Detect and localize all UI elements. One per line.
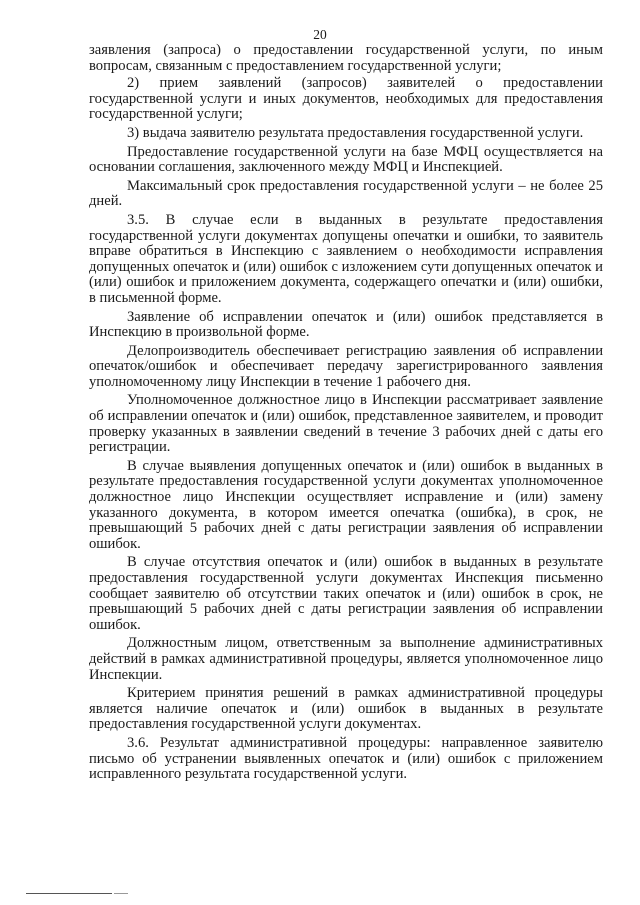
scan-artifact-line [26, 893, 112, 894]
scan-artifact-line-short [114, 893, 128, 894]
paragraph-item-2-reception: 2) прием заявлений (запросов) заявителей о предоставлении государственной услуги и иных документов, необходимых для предоставления государственной услуги; [89, 75, 603, 123]
paragraph-review: Уполномоченное должностное лицо в Инспекции рассматривает заявление об исправлении опечаток и (или) ошибок, представленное заявителем, и проводит проверку указанных в заявлении сведений в течение 3 рабочих дней с даты его регистрации. [89, 392, 603, 456]
paragraph-free-form: Заявление об исправлении опечаток и (или) ошибок представляется в Инспекцию в произвольной форме. [89, 308, 603, 341]
paragraph-request-continuation: заявления (запроса) о предоставлении государственной услуги, по иным вопросам, связанным с предоставлением государственной услуги; [89, 42, 603, 74]
paragraph-registrar: Делопроизводитель обеспечивает регистрацию заявления об исправлении опечаток/ошибок и обеспечивает передачу зарегистрированного заявления уполномоченному лицу Инспекции в течение 1 рабочего дня. [89, 342, 603, 390]
paragraph-3-6-result: 3.6. Результат административной процедуры: направленное заявителю письмо об устранении выявленных опечаток и (или) ошибок с приложением исправленного результата государственной услуги. [89, 734, 603, 783]
paragraph-criterion: Критерием принятия решений в рамках административной процедуры является наличие опечаток и (или) ошибок в выданных в результате предоставления государственной услуги документах. [89, 685, 603, 733]
paragraph-responsible: Должностным лицом, ответственным за выполнение административных действий в рамках административной процедуры, является уполномоченное лицо Инспекции. [89, 635, 603, 683]
paragraph-correction: В случае выявления допущенных опечаток и (или) ошибок в выданных в результате предоставления государственной услуги документах уполномоченное должностное лицо Инспекции осуществляет исправление и (или) замену указанного документа, в котором имеется опечатка (ошибка), в срок, не превышающий 5 рабочих дней с даты регистрации заявления об исправлении ошибок. [89, 457, 603, 552]
document-body [89, 43, 603, 786]
paragraph-mfc-agreement: Предоставление государственной услуги на базе МФЦ осуществляется на основании соглашения, заключенного между МФЦ и Инспекцией. [89, 143, 603, 176]
paragraph-max-term: Максимальный срок предоставления государственной услуги – не более 25 дней. [89, 177, 603, 210]
paragraph-no-errors: В случае отсутствия опечаток и (или) ошибок в выданных в результате предоставления государственной услуги документах Инспекция письменно сообщает заявителю об отсутствии таких опечаток и (или) ошибок в срок, не превышающий 5 рабочих дней с даты регистрации заявления об исправлении ошибок. [89, 554, 603, 633]
paragraph-item-3-issuance: 3) выдача заявителю результата предоставления государственной услуги. [127, 124, 584, 141]
page-number: 20 [313, 27, 327, 42]
paragraph-3-5-typos: 3.5. В случае если в выданных в результате предоставления государственной услуги документах допущены опечатки и ошибки, то заявитель вправе обратиться в Инспекцию с заявлением о необходимости исправления допущенных опечаток и (или) ошибок с изложением сути допущенных опечаток и (или) ошибок и приложением документа, содержащего опечатки и (или) ошибки, в письменной форме. [89, 211, 603, 306]
